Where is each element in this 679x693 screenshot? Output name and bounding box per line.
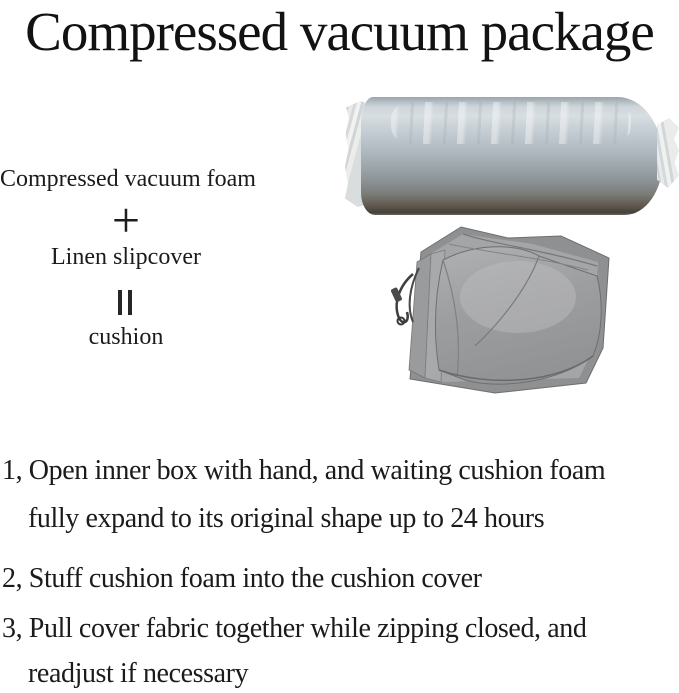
plastic-wrap-right-end — [657, 118, 679, 188]
instruction-step2-line1: 2, Stuff cushion foam into the cushion cover — [2, 563, 482, 594]
page-title: Compressed vacuum package — [25, 1, 654, 62]
instruction-step3-line1: 3, Pull cover fabric together while zipping closed, and — [2, 613, 587, 644]
slipcover-illustration — [383, 222, 613, 402]
equation-slipcover-label: Linen slipcover — [51, 244, 201, 270]
equation-result-label: cushion — [88, 324, 164, 350]
instruction-step1-line1: 1, Open inner box with hand, and waiting cushion foam — [2, 455, 606, 486]
plus-operator: + — [111, 192, 141, 248]
instruction-step1-line2: fully expand to its original shape up to 24 hours — [28, 503, 545, 534]
foam-roll-photo — [345, 88, 679, 220]
equation-foam-label: Compressed vacuum foam — [0, 166, 256, 192]
equals-operator-icon — [118, 290, 132, 315]
slipcover-photo — [383, 222, 613, 402]
plastic-wrap-sheen — [391, 102, 631, 144]
instruction-step3-line2: readjust if necessary — [28, 658, 249, 689]
